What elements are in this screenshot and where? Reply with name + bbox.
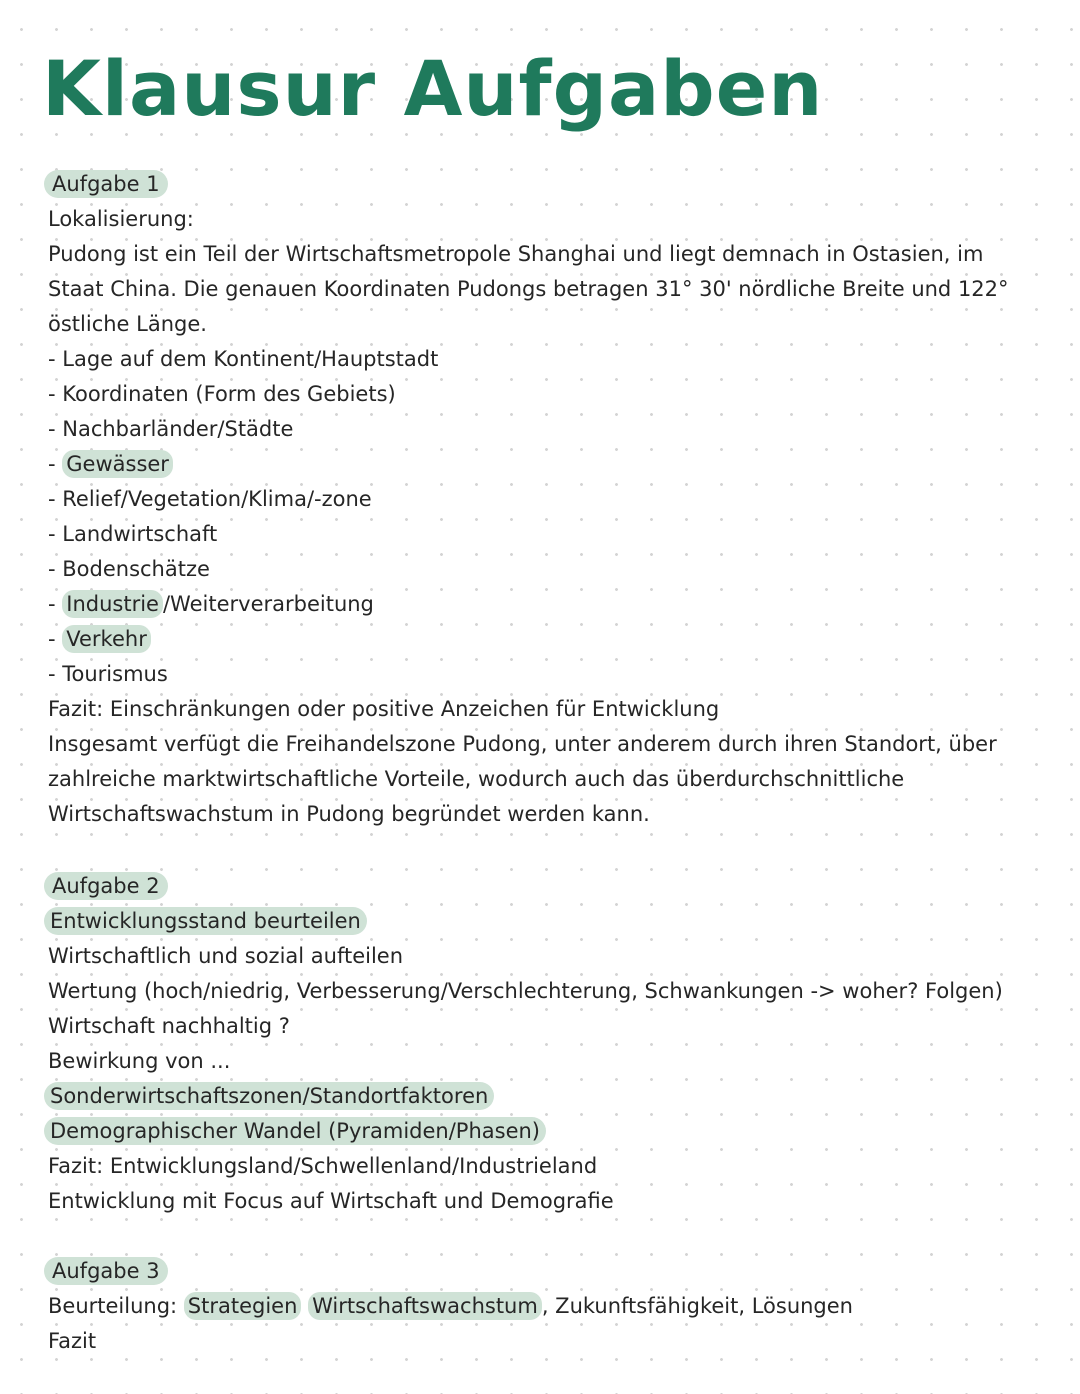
highlight-sonderwirtschaftszonen: Sonderwirtschaftszonen/Standortfaktoren [44,1082,494,1110]
bullet-item: - Koordinaten (Form des Gebiets) [48,382,396,406]
bullet-item: - Tourismus [48,662,168,686]
conclusion-line: Insgesamt verfügt die Freihandelszone Pudong, unter anderem durch ihren Standort, über [48,732,997,756]
bullet-item: - Lage auf dem Kontinent/Hauptstadt [48,347,439,371]
highlight-demographischer-wandel: Demographischer Wandel (Pyramiden/Phasen) [44,1117,546,1145]
page-title: Klausur Aufgaben [42,44,824,133]
fazit-line: Fazit: Entwicklungsland/Schwellenland/Industrieland [48,1154,598,1178]
section-aufgabe-1 [48,167,1048,832]
conclusion-line: Wirtschaftswachstum in Pudong begründet werden kann. [48,802,650,826]
lokalisierung-label: Lokalisierung: [48,207,194,231]
aufgabe-1-heading-line [48,167,1048,202]
bullet-item: - Relief/Vegetation/Klima/-zone [48,487,372,511]
highlight-entwicklungsstand: Entwicklungsstand beurteilen [44,907,367,935]
text-line: Wirtschaft nachhaltig ? [48,1014,290,1038]
text-line: östliche Länge. [48,312,207,336]
aufgabe-3-heading: Aufgabe 3 [44,1257,168,1285]
beurteilung-label: Beurteilung: [48,1294,184,1318]
highlight-gewaesser: Gewässer [62,450,173,478]
beurteilung-rest: , Zukunftsfähigkeit, Lösungen [541,1294,853,1318]
demographischer-wandel-line [48,1114,1048,1149]
section-aufgabe-2 [48,869,1048,1219]
highlight-wirtschaftswachstum: Wirtschaftswachstum [308,1292,542,1320]
section-aufgabe-3 [48,1254,1048,1359]
text-line: Wirtschaftlich und sozial aufteilen [48,944,404,968]
entwicklungsstand-line [48,904,1048,939]
bullet-item: - Verkehr [48,622,1048,657]
aufgabe-2-heading: Aufgabe 2 [44,872,168,900]
bullet-item: - Nachbarländer/Städte [48,417,294,441]
sonderwirtschaftszonen-line [48,1079,1048,1114]
bullet-item: - Landwirtschaft [48,522,218,546]
text-line: Pudong ist ein Teil der Wirtschaftsmetropole Shanghai und liegt demnach in Ostasien, im [48,242,984,266]
highlight-strategien: Strategien [184,1292,302,1320]
bullet-item: - Gewässer [48,447,1048,482]
fazit-line: Fazit [48,1329,97,1353]
highlight-verkehr: Verkehr [62,625,151,653]
text-line: Entwicklung mit Focus auf Wirtschaft und Demografie [48,1189,614,1213]
text-line: Bewirkung von ... [48,1049,231,1073]
aufgabe-2-heading-line [48,869,1048,904]
highlight-industrie: Industrie [62,590,163,618]
conclusion-line: zahlreiche marktwirtschaftliche Vorteile, wodurch auch das überdurchschnittliche [48,767,905,791]
bullet-item: - Bodenschätze [48,557,210,581]
beurteilung-line [48,1289,1048,1324]
fazit-line: Fazit: Einschränkungen oder positive Anzeichen für Entwicklung [48,697,720,721]
text-line: Wertung (hoch/niedrig, Verbesserung/Verschlechterung, Schwankungen -> woher? Folgen) [48,979,1003,1003]
weiterverarbeitung-text: /Weiterverarbeitung [162,592,374,616]
bullet-item: - Industrie /Weiterverarbeitung [48,592,374,616]
text-line: Staat China. Die genauen Koordinaten Pudongs betragen 31° 30' nördliche Breite und 122° [48,277,1009,301]
aufgabe-3-heading-line [48,1254,1048,1289]
aufgabe-1-heading: Aufgabe 1 [44,170,168,198]
